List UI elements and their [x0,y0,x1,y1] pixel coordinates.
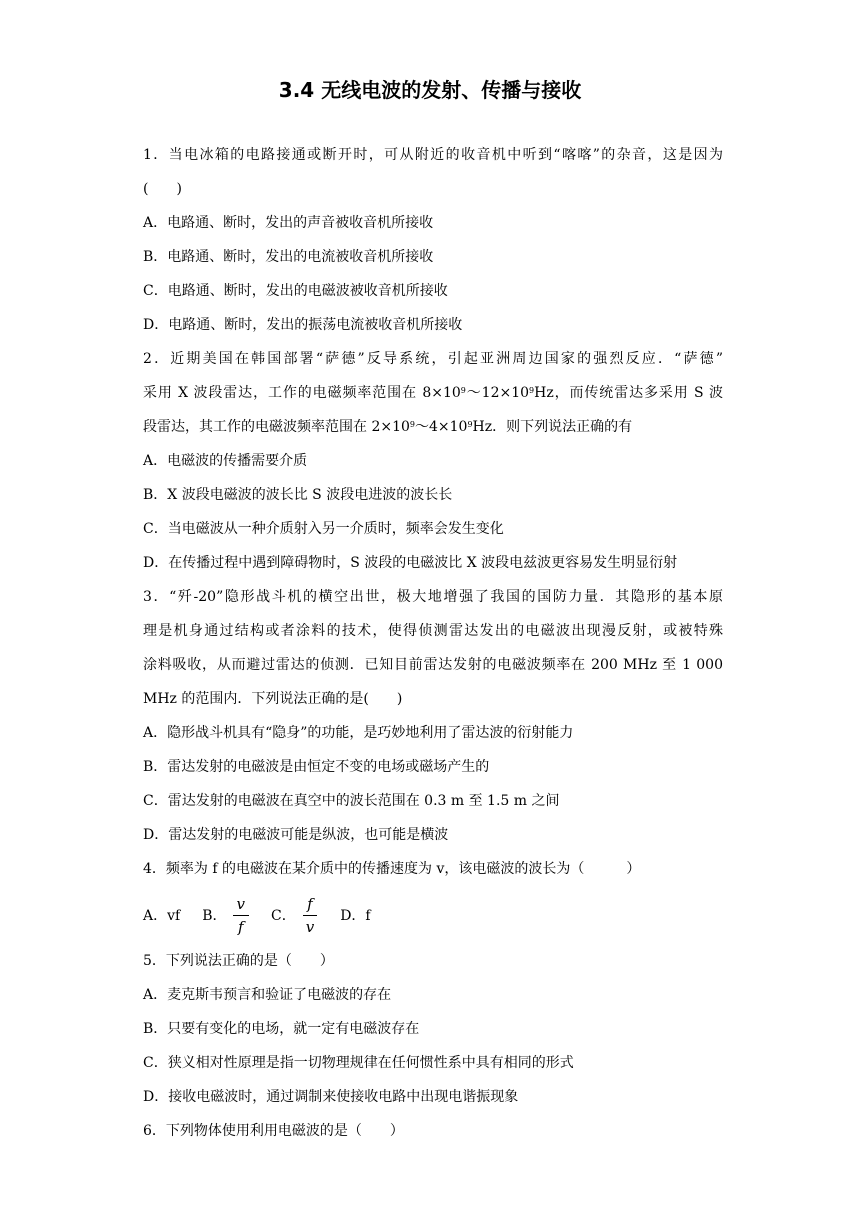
question-3-option-b: B．雷达发射的电磁波是由恒定不变的电场或磁场产生的 [143,759,490,775]
question-4-stem: 4．频率为 f 的电磁波在某介质中的传播速度为 v，该电磁波的波长为（ ） [143,861,641,877]
question-1-option-c: C．电路通、断时，发出的电磁波被收音机所接收 [143,283,448,299]
question-2-option-a: A．电磁波的传播需要介质 [143,453,308,469]
question-4-option-b [202,895,249,936]
question-list [143,138,723,1148]
question-1-stem: 1．当电冰箱的电路接通或断开时，可从附近的收音机中听到“喀喀”的杂音，这是因为 [143,147,723,163]
text-run: ～12×10 [465,385,530,401]
question-1-option-d: D．电路通、断时，发出的振荡电流被收音机所接收 [143,317,463,333]
question-2-stem-line3 [143,410,723,444]
question-5-option-d: D．接收电磁波时，通过调制来使接收电路中出现电谐振现象 [143,1089,519,1105]
fraction-numerator: f [303,895,317,916]
question-6-stem: 6．下列物体使用利用电磁波的是（ ） [143,1123,404,1139]
option-label: B． [202,908,227,924]
page-title: 3.4 无线电波的发射、传播与接收 [278,78,582,102]
fraction-numerator: v [233,895,249,916]
exponent: 9 [529,386,535,395]
question-5-stem: 5．下列说法正确的是（ ） [143,953,334,969]
question-4-option-c [271,895,318,936]
question-2-stem-line2 [143,376,723,410]
question-3-stem-line3: 涂料吸收，从而避过雷达的侦测．已知目前雷达发射的电磁波频率在 200 MHz 至 1 000 [143,657,723,673]
fraction-denominator: v [305,917,315,936]
question-5-option-c: C．狭义相对性原理是指一切物理规律在任何惯性系中具有相同的形式 [143,1055,574,1071]
fraction-v-over-f [233,895,249,936]
question-3-option-a: A．隐形战斗机具有“隐身”的功能，是巧妙地利用了雷达波的衍射能力 [143,725,574,741]
question-2-option-d: D．在传播过程中遇到障碍物时，S 波段的电磁波比 X 波段电兹波更容易发生明显衍射 [143,555,678,571]
exponent: 9 [460,386,466,395]
question-1-option-b: B．电路通、断时，发出的电流被收音机所接收 [143,249,434,265]
text-run: ～4×10 [415,419,468,435]
question-4-option-d: D．f [340,908,371,924]
text-run: Hz．则下列说法正确的有 [472,419,633,435]
text-run: Hz，而传统雷达多采用 S 波 [534,385,723,401]
question-1-option-a: A．电路通、断时，发出的声音被收音机所接收 [143,215,434,231]
question-4-choices [143,886,723,944]
question-2-option-b: B．X 波段电磁波的波长比 S 波段电进波的波长长 [143,487,453,503]
fraction-f-over-v [302,895,318,936]
question-2-stem-line1: 2．近期美国在韩国部署“萨德”反导系统，引起亚洲周边国家的强烈反应．“萨德” [143,351,723,367]
question-1-bracket: ( ) [143,181,182,197]
exponent: 9 [409,420,415,429]
exponent: 9 [467,420,473,429]
option-label: C． [270,908,296,924]
question-4-option-a: A．vf [143,908,181,924]
question-3-stem-line4: MHz 的范围内．下列说法正确的是( ) [143,691,403,707]
question-5-option-a: A．麦克斯韦预言和验证了电磁波的存在 [143,987,392,1003]
question-2-option-c: C．当电磁波从一种介质射入另一介质时，频率会发生变化 [143,521,504,537]
text-run: 段雷达，其工作的电磁波频率范围在 2×10 [143,419,410,435]
question-3-stem-line2: 理是机身通过结构或者涂料的技术，使得侦测雷达发出的电磁波出现漫反射，或被特殊 [143,623,723,639]
fraction-denominator: f [237,917,244,936]
text-run: 采用 X 波段雷达，工作的电磁频率范围在 8×10 [143,385,461,401]
question-5-option-b: B．只要有变化的电场，就一定有电磁波存在 [143,1021,420,1037]
question-3-stem-line1: 3．“歼-20”隐形战斗机的横空出世，极大地增强了我国的国防力量．其隐形的基本原 [143,589,723,605]
question-3-option-c: C．雷达发射的电磁波在真空中的波长范围在 0.3 m 至 1.5 m 之间 [143,793,560,809]
question-3-option-d: D．雷达发射的电磁波可能是纵波，也可能是横波 [143,827,449,843]
